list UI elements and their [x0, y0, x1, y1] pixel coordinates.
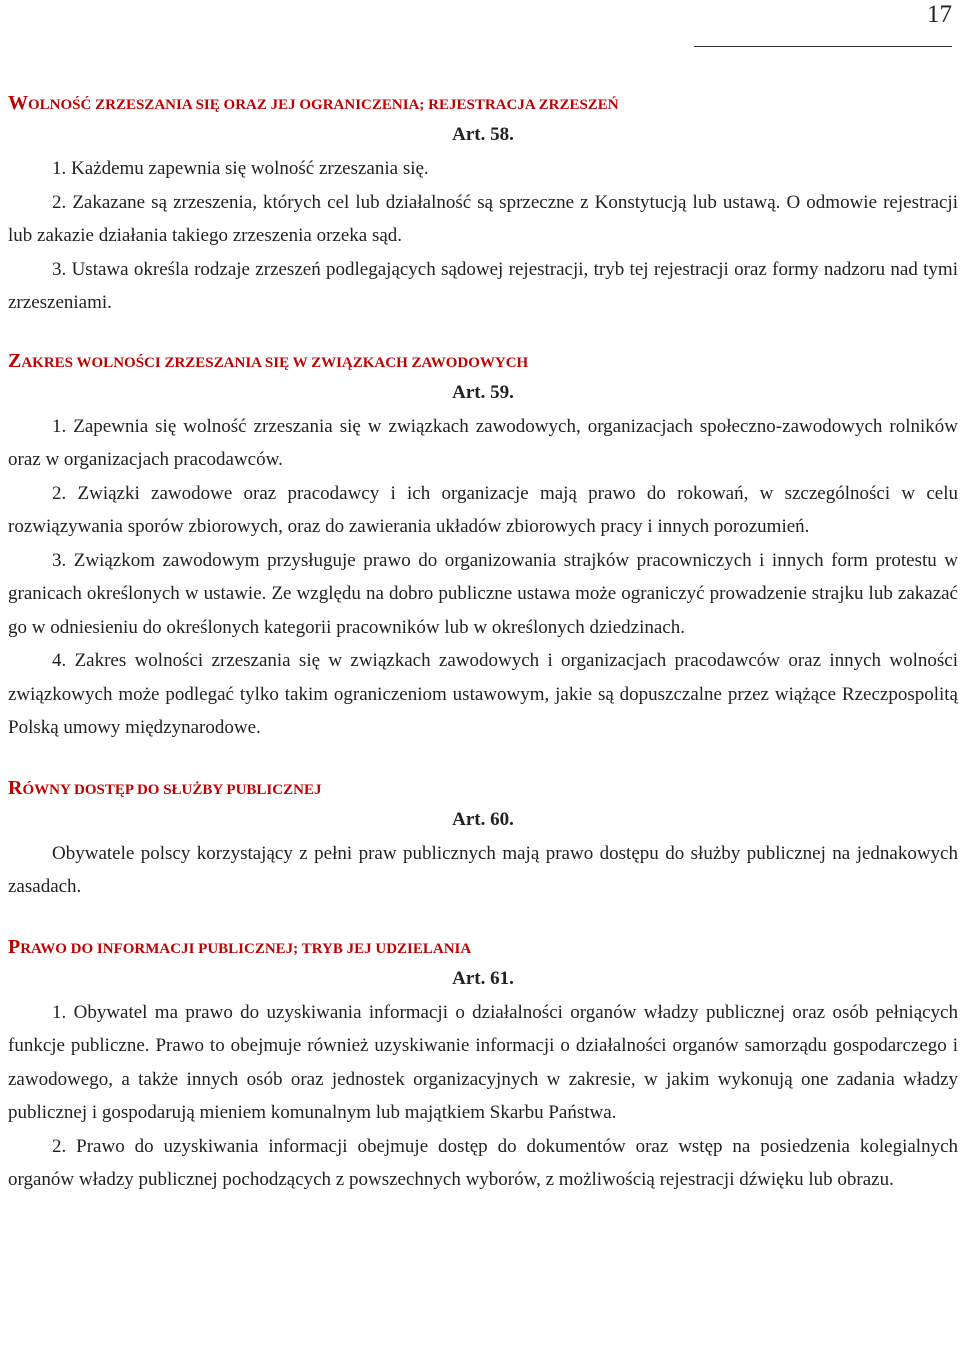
section-heading [8, 932, 958, 962]
paragraph: 4. Zakres wolności zrzeszania się w związkach zawodowych i organizacjach pracodawców oraz innych wolności związkowych może podlegać tylko takim ograniczeniom ustawowym, jakie są dopuszczalne przez wiążące Rzeczpospolitą Polską umowy międzynarodowe. [8, 650, 958, 738]
section-heading [8, 346, 958, 376]
section-spacer [8, 320, 958, 346]
article-number: Art. 58. [452, 124, 514, 145]
paragraph: 2. Prawo do uzyskiwania informacji obejmuje dostęp do dokumentów oraz wstęp na posiedzenia kolegialnych organów władzy publicznej pochodzących z powszechnych wyborów, z możliwością rejestracji dźwięku lub obrazu. [8, 1135, 958, 1190]
section-heading-text: PRAWO DO INFORMACJI PUBLICZNEJ; TRYB JEJ UDZIELANIA [8, 935, 472, 958]
section-heading-text: RÓWNY DOSTĘP DO SŁUŻBY PUBLICZNEJ [8, 776, 322, 799]
section-heading [8, 88, 958, 118]
section-art-61 [8, 932, 958, 1197]
article-number: Art. 59. [452, 381, 514, 403]
article-number: Art. 60. [452, 808, 514, 830]
paragraph: 1. Zapewnia się wolność zrzeszania się w związkach zawodowych, organizacjach społeczno-zawodowych rolników oraz w organizacjach pracodawców. [8, 415, 958, 470]
paragraph: 3. Ustawa określa rodzaje zrzeszeń podlegających sądowej rejestracji, tryb tej rejestracji oraz formy nadzoru nad tymi zrzeszeniami. [8, 258, 958, 313]
header-rule [694, 46, 952, 47]
paragraph: 2. Związki zawodowe oraz pracodawcy i ich organizacje mają prawo do rokowań, w szczególności w celu rozwiązywania sporów zbiorowych, oraz do zawierania układów zbiorowych pracy i innych porozumień. [8, 482, 958, 537]
paragraph: 3. Związkom zawodowym przysługuje prawo do organizowania strajków pracowniczych i innych form protestu w granicach określonych w ustawie. Ze względu na dobro publiczne ustawa może ograniczyć prowadzenie strajku lub zakazać go w odniesieniu do określonych kategorii pracowników lub w określonych dziedzinach. [8, 549, 958, 638]
section-art-58 [8, 88, 958, 320]
paragraph: 2. Zakazane są zrzeszenia, których cel lub działalność są sprzeczne z Konstytucją lub ustawą. O odmowie rejestracji lub zakazie działania takiego zrzeszenia orzeka sąd. [8, 191, 958, 246]
document-body [8, 88, 958, 1197]
section-art-59 [8, 346, 958, 745]
section-heading [8, 773, 958, 803]
paragraph: 1. Każdemu zapewnia się wolność zrzeszania się. [52, 158, 429, 179]
article-number: Art. 61. [452, 967, 514, 989]
section-heading-text: WOLNOŚĆ ZRZESZANIA SIĘ ORAZ JEJ OGRANICZENIA; REJESTRACJA ZRZESZEŃ [8, 92, 619, 114]
section-spacer [8, 745, 958, 773]
paragraph: 1. Obywatel ma prawo do uzyskiwania informacji o działalności organów władzy publicznej oraz osób pełniących funkcje publiczne. Prawo to obejmuje również uzyskiwanie informacji o działalności organów samorządu gospodarczego i zawodowego, a także innych osób oraz jednostek organizacyjnych w zakresie, w jakim wykonują one zadania władzy publicznej i gospodarują mieniem komunalnym lub majątkiem Skarbu Państwa. [8, 1001, 958, 1123]
section-art-60 [8, 773, 958, 904]
paragraph: Obywatele polscy korzystający z pełni praw publicznych mają prawo dostępu do służby publicznej na jednakowych zasadach. [8, 842, 958, 897]
page-number: 17 [927, 1, 952, 28]
section-heading-text: ZAKRES WOLNOŚCI ZRZESZANIA SIĘ W ZWIĄZKACH ZAWODOWYCH [8, 349, 529, 372]
section-spacer [8, 904, 958, 932]
